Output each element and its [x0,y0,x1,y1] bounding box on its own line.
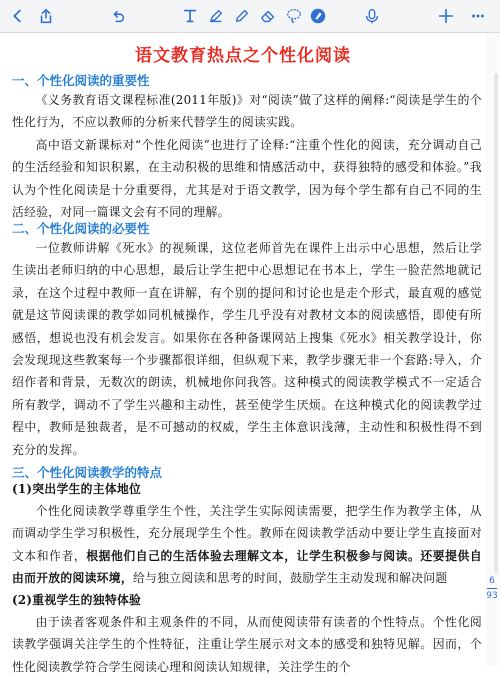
paragraph [12,500,482,590]
share-icon[interactable] [36,6,56,26]
text-run: 给与独立阅读和思考的时间，鼓励学生主动发现和解决问题 [132,571,448,586]
page-indicator [485,575,499,602]
section-heading-3: 三、个性化阅读教学的特点 [12,465,163,480]
lasso-icon[interactable] [284,6,304,26]
section-heading-1: 一、个性化阅读的重要性 [12,73,150,88]
add-page-icon[interactable] [436,6,456,26]
paragraph: 《义务教育语文课程标准(2011年版)》对“阅读”做了这样的阐释:“阅读是学生的个性化行为，不应以教师的分析来代替学生的阅读实践。 [12,93,482,130]
top-toolbar [0,0,500,33]
scrollbar[interactable] [486,33,500,666]
page-current: 6 [489,576,495,586]
bold-run: 根据他们自己的生活体验去理解文本，让学生积极参与阅读。还要提供自由而开放的阅读环境， [12,548,482,586]
pencil-icon[interactable] [232,6,252,26]
scroll-thumb[interactable] [494,73,498,573]
text-run: 个性化阅读教学尊重学生个性，关注学生实际阅读需要，把学生作为教学主体，从而调动学生学习积极性，充分展现学生个性。教师在阅读教学活动中要让学生直接面对文本和作者， [12,504,482,563]
page-divider [487,588,497,589]
page-total: 93 [486,591,498,601]
page-title: 语文教育热点之个性化阅读 [135,46,351,66]
back-chevron-icon[interactable] [8,6,28,26]
text-tool-icon[interactable] [180,6,200,26]
pen-icon[interactable] [206,6,226,26]
more-icon[interactable] [468,6,488,26]
paragraph: 一位教师讲解《死水》的视频课，这位老师首先在课件上出示中心思想，然后让学生读出老师归纳的中心思想，最后让学生把中心思想记在书本上，学生一脸茫然地就记录，在这个过程中教师一直在讲解，有个别的提问和讨论也是走个形式，最直观的感觉就是这节阅读课的教学如同机械操作，学生几乎没有对教材文本的阅读感悟，即使有所感悟，想说也没有机会发言。如果你在各种备课网站上搜集《死水》相关教学设计，你会发现现这些教案每一个步骤都很详细，但纵观下来，教学步骤无非一个套路:导入，介绍作者和背景，无数次的朗读，机械地你问我答。这种模式的阅读教学模式不一定适合所有教学，调动不了学生兴趣和主动性，甚至使学生厌烦。在这种模式化的阅读教学过程中，教师是独裁者，是不可撼动的权威，学生主体意识浅薄，主动性和积极性得不到充分的发挥。 [12,241,482,457]
eraser-icon[interactable] [258,6,278,26]
subheading: (1)突出学生的主体地位 [12,482,142,496]
highlighter-icon[interactable] [308,6,328,26]
section-heading-2: 二、个性化阅读的必要性 [12,221,150,236]
paragraph: 由于读者客观条件和主观条件的不同，从而使阅读带有读者的个性特点。个性化阅读教学强调关注学生的个性特征，注重让学生展示对文本的感受和独特见解。因而，个性化阅读教学符合学生阅读心理和阅读认知规律，关注学生的个 [12,615,482,674]
paragraph: 高中语文新课标对“个性化阅读”也进行了诠释:“注重个性化的阅读，充分调动自己的生活经验和知识积累，在主动积极的思维和情感活动中，获得独特的感受和体验。”我认为个性化阅读是十分重要得，尤其是对于语文教学，因为每个学生都有自己不同的生活经验，对同一篇课文会有不同的理解。 [12,138,482,220]
microphone-icon[interactable] [362,6,382,26]
document-page[interactable] [0,33,486,674]
subheading: (2)重视学生的独特体验 [12,593,142,607]
undo-icon[interactable] [108,6,128,26]
